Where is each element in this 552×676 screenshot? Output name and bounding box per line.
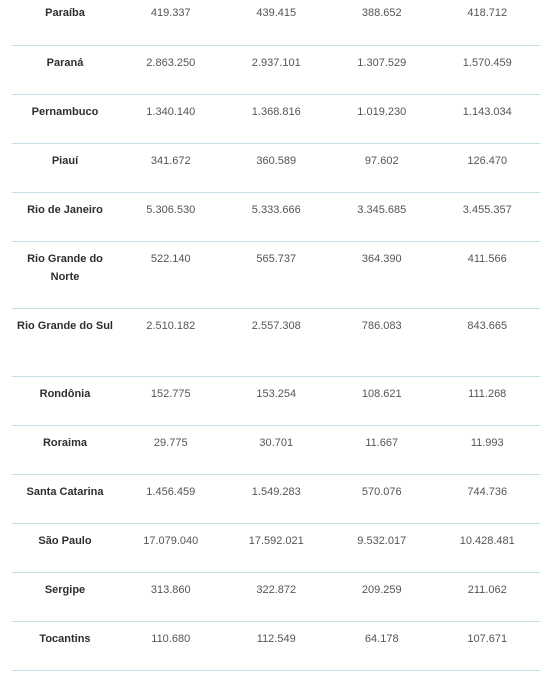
table-body (12, 0, 540, 670)
state-data-table (12, 0, 540, 671)
value-cell: 2.863.250 (118, 45, 224, 94)
value-cell: 322.872 (224, 572, 330, 621)
table-row (12, 241, 540, 309)
value-cell: 786.083 (329, 309, 435, 377)
table-row (12, 572, 540, 621)
table-row (12, 45, 540, 94)
table-row (12, 309, 540, 377)
value-cell: 411.566 (435, 241, 541, 309)
value-cell: 9.532.017 (329, 523, 435, 572)
value-cell: 1.368.816 (224, 94, 330, 143)
value-cell: 418.712 (435, 0, 541, 45)
value-cell: 3.345.685 (329, 192, 435, 241)
table-row (12, 376, 540, 425)
value-cell: 107.671 (435, 621, 541, 670)
table-row (12, 621, 540, 670)
value-cell: 360.589 (224, 143, 330, 192)
value-cell: 522.140 (118, 241, 224, 309)
value-cell: 108.621 (329, 376, 435, 425)
value-cell: 1.019.230 (329, 94, 435, 143)
value-cell: 17.592.021 (224, 523, 330, 572)
value-cell: 341.672 (118, 143, 224, 192)
value-cell: 211.062 (435, 572, 541, 621)
value-cell: 565.737 (224, 241, 330, 309)
value-cell: 744.736 (435, 474, 541, 523)
state-name: Santa Catarina (12, 474, 118, 523)
value-cell: 153.254 (224, 376, 330, 425)
value-cell: 11.667 (329, 425, 435, 474)
value-cell: 111.268 (435, 376, 541, 425)
value-cell: 152.775 (118, 376, 224, 425)
table-row (12, 192, 540, 241)
value-cell: 17.079.040 (118, 523, 224, 572)
state-name: Pernambuco (12, 94, 118, 143)
value-cell: 419.337 (118, 0, 224, 45)
value-cell: 3.455.357 (435, 192, 541, 241)
state-name: Tocantins (12, 621, 118, 670)
state-name: Rondônia (12, 376, 118, 425)
value-cell: 843.665 (435, 309, 541, 377)
state-name: Rio de Janeiro (12, 192, 118, 241)
value-cell: 1.549.283 (224, 474, 330, 523)
value-cell: 1.340.140 (118, 94, 224, 143)
value-cell: 64.178 (329, 621, 435, 670)
state-name: São Paulo (12, 523, 118, 572)
table-row (12, 474, 540, 523)
value-cell: 30.701 (224, 425, 330, 474)
value-cell: 209.259 (329, 572, 435, 621)
value-cell: 2.937.101 (224, 45, 330, 94)
value-cell: 1.570.459 (435, 45, 541, 94)
state-name: Sergipe (12, 572, 118, 621)
value-cell: 439.415 (224, 0, 330, 45)
state-name: Piauí (12, 143, 118, 192)
value-cell: 2.557.308 (224, 309, 330, 377)
table-row (12, 425, 540, 474)
value-cell: 5.333.666 (224, 192, 330, 241)
state-name: Rio Grande do Norte (12, 241, 118, 309)
value-cell: 313.860 (118, 572, 224, 621)
value-cell: 110.680 (118, 621, 224, 670)
value-cell: 1.143.034 (435, 94, 541, 143)
value-cell: 97.602 (329, 143, 435, 192)
value-cell: 570.076 (329, 474, 435, 523)
state-name: Rio Grande do Sul (12, 309, 118, 377)
value-cell: 1.456.459 (118, 474, 224, 523)
value-cell: 1.307.529 (329, 45, 435, 94)
value-cell: 112.549 (224, 621, 330, 670)
table-row (12, 94, 540, 143)
state-name: Paraná (12, 45, 118, 94)
value-cell: 5.306.530 (118, 192, 224, 241)
value-cell: 388.652 (329, 0, 435, 45)
value-cell: 10.428.481 (435, 523, 541, 572)
value-cell: 11.993 (435, 425, 541, 474)
table-row (12, 523, 540, 572)
value-cell: 2.510.182 (118, 309, 224, 377)
table-row (12, 143, 540, 192)
state-name: Roraima (12, 425, 118, 474)
state-name: Paraíba (12, 0, 118, 45)
value-cell: 364.390 (329, 241, 435, 309)
value-cell: 126.470 (435, 143, 541, 192)
value-cell: 29.775 (118, 425, 224, 474)
table-row (12, 0, 540, 45)
